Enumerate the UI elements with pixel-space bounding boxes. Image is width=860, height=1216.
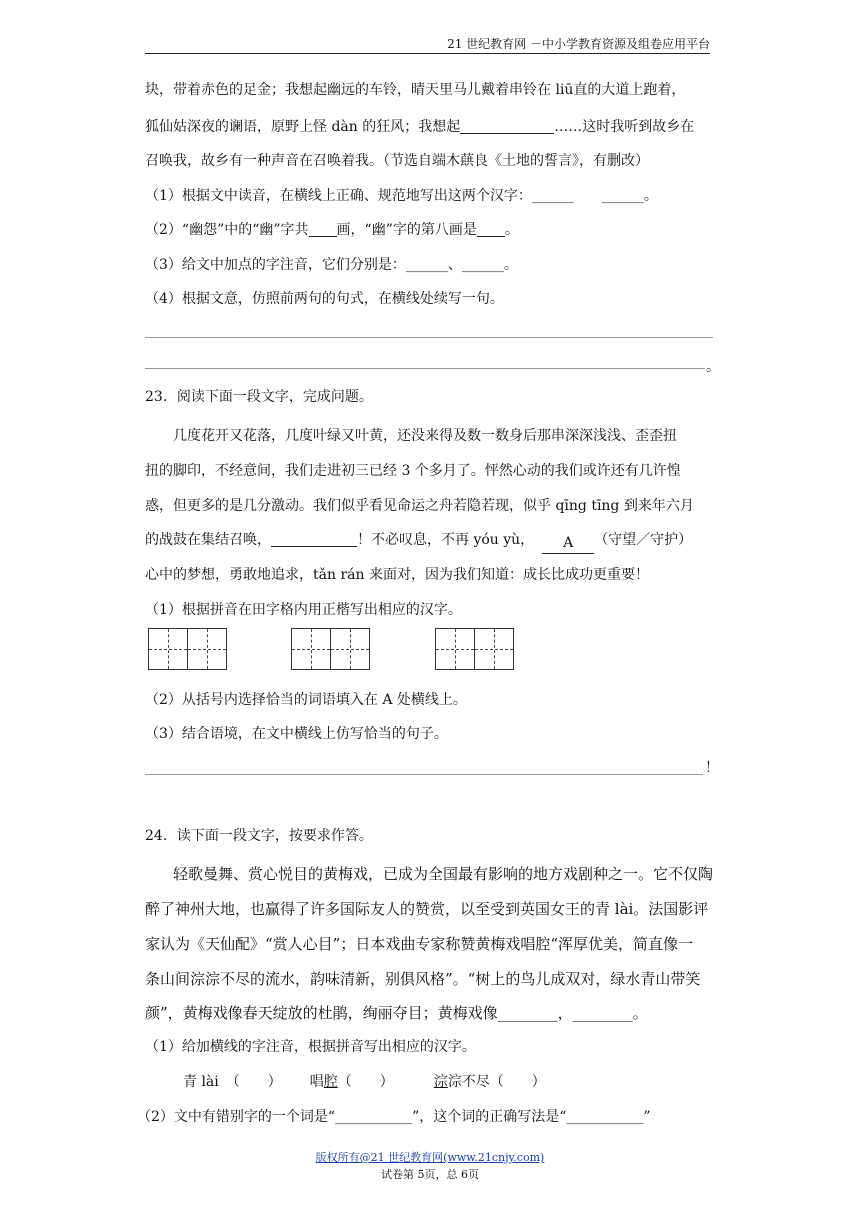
tianzige-cell[interactable] [148,628,188,670]
footer-copyright[interactable] [0,1149,860,1165]
page-header [145,36,710,54]
q23-subquestion-1: （1）根据拼音在田字格内用正楷写出相应的汉字。 [145,602,462,618]
q22-paragraph-line [145,117,694,137]
q23-paragraph-line: 心中的梦想，勇敢地追求，tǎn rán 来面对，因为我们知道：成长比成功更重要！ [145,567,649,583]
q24-paragraph-line: 家认为《天仙配》“赏人心目”；日本戏曲专家称赞黄梅戏唱腔“浑厚优美，简直像一 [145,935,694,953]
q23-subquestion-3: （3）结合语境，在文中横线上仿写恰当的句子。 [145,726,448,742]
q22-paragraph-line: 块，带着赤色的足金；我想起幽远的车铃，晴天里马儿戴着串铃在 liū直的大道上跑着， [145,82,686,98]
q22-subquestion-4: （4）根据文意，仿照前两句的句式，在横线处续写一句。 [145,291,504,307]
q23-text: ！不必叹息，不再 yóu yù， [357,532,535,548]
answer-blank[interactable] [271,546,357,547]
q24-paragraph-line: 轻歌曼舞、赏心悦目的黄梅戏，已成为全国最有影响的地方戏剧种之一。它不仅陶 [173,865,714,883]
item-qinglai: 青 lài （ ） [183,1074,282,1090]
q22-text: （2）“幽怨”中的“幽”字共 [145,222,309,238]
answer-blank-a[interactable]: A [542,533,594,554]
end-mark: ！ [705,760,719,776]
tianzige-cell[interactable] [187,628,227,670]
q24-paragraph-line: 颜”，黄梅戏像春天绽放的杜鹃，绚丽夺目；黄梅戏像________，________。 [145,1004,648,1022]
underlined-char: 淙 [433,1074,448,1090]
q22-text: 画，“幽”字的第八画是 [336,222,477,238]
answer-line[interactable] [145,368,705,369]
answer-blank[interactable] [460,133,554,134]
tianzige-group-1[interactable] [148,628,226,670]
tianzige-group-3[interactable] [435,628,513,670]
tianzige-cell[interactable] [474,628,514,670]
answer-blank[interactable] [309,236,337,237]
tianzige-cell[interactable] [330,628,370,670]
answer-line[interactable] [145,774,703,775]
tianzige-cell[interactable] [291,628,331,670]
answer-line[interactable] [145,337,713,338]
q23-paragraph-line: 扭的脚印，不经意间，我们走进初三已经 3 个多月了。怦然心动的我们或许还有几许惶 [145,463,681,479]
item-changqiang: 唱 [309,1074,324,1090]
q23-text: 的战鼓在集结召唤， [145,532,271,548]
q24-paragraph-line: 条山间淙淙不尽的流水，韵味清新，别俱风格”。“树上的鸟儿成双对，绿水青山带笑 [145,970,701,988]
header-text: 21 世纪教育网 －中小学教育资源及组卷应用平台 [447,37,710,51]
q23-paragraph-line: 几度花开又花落，几度叶绿又叶黄，还没来得及数一数身后那串深深浅浅、歪歪扭 [173,428,677,444]
q22-text: 。 [504,222,519,238]
q24-paragraph-line: 醉了神州大地，也赢得了许多国际友人的赞赏，以至受到英国女王的青 lài。法国影评 [145,900,709,918]
q24-title: 24．读下面一段文字，按要求作答。 [145,828,373,844]
footer-page-number: 试卷第 5页，总 6页 [381,1168,479,1181]
q22-subquestion-2 [145,220,519,240]
q24-subquestion-1: （1）给加横线的字注音，根据拼音写出相应的汉字。 [145,1039,476,1055]
underlined-char: 腔 [323,1074,338,1090]
end-mark: 。 [706,359,720,375]
tianzige-group-2[interactable] [291,628,369,670]
answer-blank[interactable] [477,236,505,237]
copyright-link[interactable]: 版权所有@21 世纪教育网(www.21cnjy.com) [315,1151,545,1164]
item-blank: （ ） [337,1074,394,1090]
q23-title: 23．阅读下面一段文字，完成问题。 [145,389,373,405]
item-congcong: 淙不尽（ ） [447,1074,546,1090]
q22-text: 狐仙姑深夜的谰语，原野上怪 dàn 的狂风；我想起 [145,119,461,135]
q22-paragraph-line: 召唤我，故乡有一种声音在召唤着我。（节选自端木蕻良《土地的誓言》，有删改） [145,153,649,169]
q22-subquestion-1: （1）根据文中读音，在横线上正确、规范地写出这两个汉字：______ ______。 [145,188,658,204]
q23-text: （守望／守护） [594,532,693,548]
q23-subquestion-2: （2）从括号内选择恰当的词语填入在 A 处横线上。 [145,692,467,708]
q23-paragraph-line [145,530,692,554]
q22-subquestion-3: （3）给文中加点的字注音，它们分别是：______、______。 [145,257,518,273]
q23-paragraph-line: 惑，但更多的是几分激动。我们似乎看见命运之舟若隐若现，似乎 qīng tīng 到来年六月 [145,498,694,514]
q24-subquestion-1-items [183,1072,546,1092]
q22-text: ……这时我听到故乡在 [554,119,695,135]
q24-subquestion-2: （2）文中有错别字的一个词是“___________”，这个词的正确写法是“___________” [137,1109,651,1125]
tianzige-cell[interactable] [435,628,475,670]
